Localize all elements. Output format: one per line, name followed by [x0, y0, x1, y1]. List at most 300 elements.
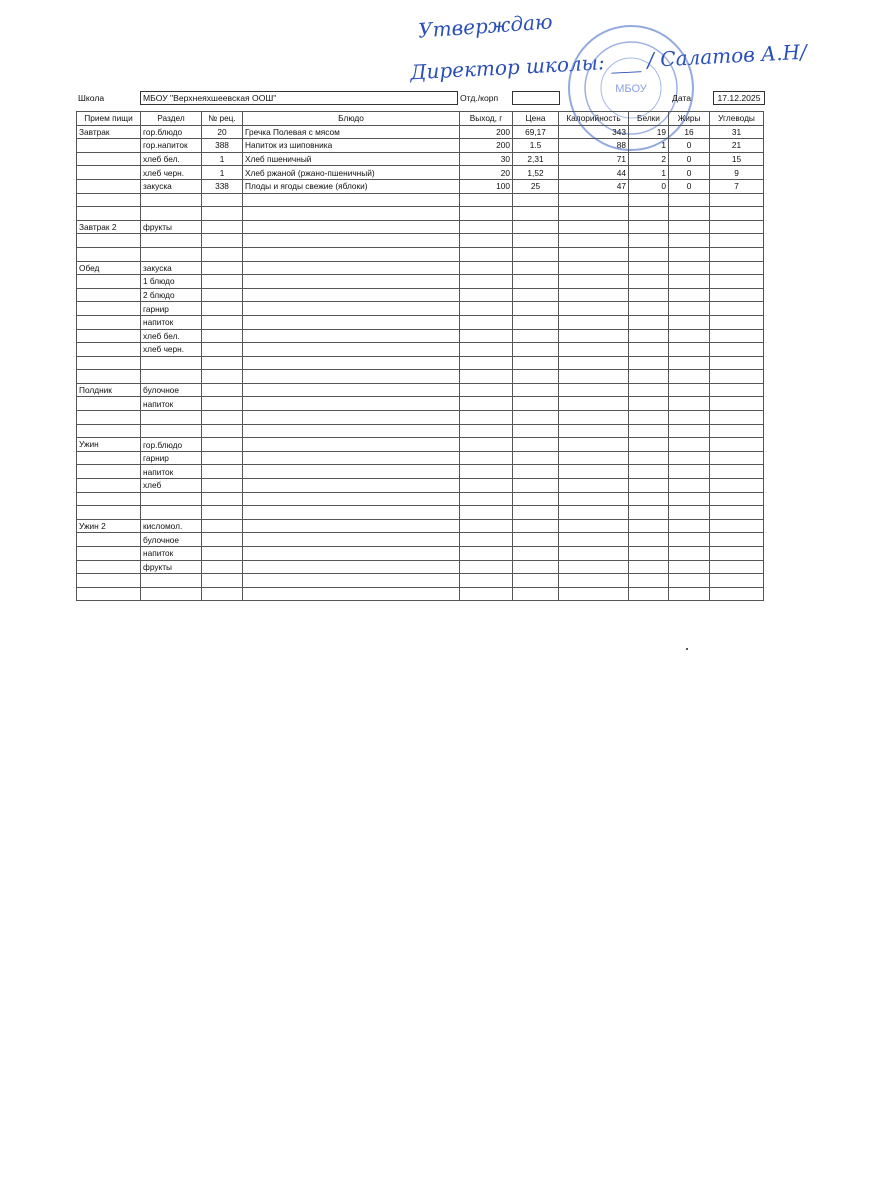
cell-fat	[669, 560, 710, 574]
cell-fat	[669, 207, 710, 221]
cell-out	[460, 193, 513, 207]
cell-section: закуска	[141, 179, 202, 193]
cell-fat	[669, 506, 710, 520]
cell-dish	[243, 547, 460, 561]
cell-dish	[243, 492, 460, 506]
cell-cal	[559, 560, 629, 574]
cell-rec	[202, 438, 243, 452]
cell-fat	[669, 220, 710, 234]
cell-price	[513, 411, 559, 425]
cell-fat	[669, 193, 710, 207]
cell-section: гор.напиток	[141, 139, 202, 153]
cell-section: фрукты	[141, 560, 202, 574]
cell-section: гор.блюдо	[141, 125, 202, 139]
cell-out	[460, 247, 513, 261]
cell-dish	[243, 519, 460, 533]
table-row	[77, 139, 764, 153]
table-row	[77, 207, 764, 221]
cell-cal	[559, 275, 629, 289]
cell-out	[460, 383, 513, 397]
cell-fat	[669, 234, 710, 248]
meal-name: Ужин 2	[77, 519, 141, 533]
cell-cal	[559, 207, 629, 221]
cell-fat	[669, 288, 710, 302]
cell-carb: 7	[710, 179, 764, 193]
column-header: Цена	[513, 112, 559, 126]
cell-rec	[202, 315, 243, 329]
cell-fat	[669, 519, 710, 533]
cell-price	[513, 207, 559, 221]
date-label: Дата	[672, 93, 692, 103]
cell-prot	[629, 424, 669, 438]
cell-cal	[559, 451, 629, 465]
cell-section: булочное	[141, 383, 202, 397]
cell-prot	[629, 492, 669, 506]
cell-cal	[559, 261, 629, 275]
table-row	[77, 179, 764, 193]
cell-cal	[559, 288, 629, 302]
cell-carb	[710, 506, 764, 520]
table-row	[77, 383, 764, 397]
cell-carb	[710, 356, 764, 370]
cell-rec	[202, 465, 243, 479]
meal-cell	[77, 207, 141, 221]
cell-carb: 21	[710, 139, 764, 153]
cell-dish	[243, 506, 460, 520]
cell-rec	[202, 329, 243, 343]
cell-out	[460, 560, 513, 574]
cell-price	[513, 587, 559, 601]
cell-out	[460, 547, 513, 561]
approval-line-1: Утверждаю	[417, 9, 554, 43]
cell-rec: 1	[202, 166, 243, 180]
cell-price	[513, 370, 559, 384]
table-row	[77, 261, 764, 275]
cell-out	[460, 465, 513, 479]
cell-carb	[710, 465, 764, 479]
cell-dish	[243, 356, 460, 370]
cell-dish	[243, 220, 460, 234]
cell-cal	[559, 411, 629, 425]
cell-price	[513, 261, 559, 275]
cell-carb	[710, 247, 764, 261]
cell-section: гор.блюдо	[141, 438, 202, 452]
cell-price	[513, 560, 559, 574]
cell-rec	[202, 574, 243, 588]
cell-dish: Плоды и ягоды свежие (яблоки)	[243, 179, 460, 193]
cell-section	[141, 506, 202, 520]
cell-dish	[243, 315, 460, 329]
cell-out	[460, 397, 513, 411]
table-row	[77, 479, 764, 493]
cell-fat	[669, 247, 710, 261]
cell-section	[141, 207, 202, 221]
cell-prot	[629, 370, 669, 384]
cell-price: 1.5	[513, 139, 559, 153]
table-row	[77, 329, 764, 343]
cell-rec: 20	[202, 125, 243, 139]
cell-rec	[202, 302, 243, 316]
cell-rec	[202, 547, 243, 561]
table-row	[77, 275, 764, 289]
cell-fat	[669, 315, 710, 329]
cell-section: 1 блюдо	[141, 275, 202, 289]
cell-section: напиток	[141, 397, 202, 411]
cell-cal	[559, 220, 629, 234]
table-row	[77, 234, 764, 248]
cell-section	[141, 356, 202, 370]
cell-prot	[629, 329, 669, 343]
cell-dish: Хлеб ржаной (ржано-пшеничный)	[243, 166, 460, 180]
cell-carb	[710, 411, 764, 425]
school-label: Школа	[78, 93, 105, 103]
meal-cell	[77, 479, 141, 493]
cell-section: напиток	[141, 547, 202, 561]
column-header: Углеводы	[710, 112, 764, 126]
table-row	[77, 492, 764, 506]
cell-cal	[559, 438, 629, 452]
cell-out: 200	[460, 139, 513, 153]
meal-cell	[77, 465, 141, 479]
cell-fat: 0	[669, 166, 710, 180]
cell-rec	[202, 587, 243, 601]
cell-dish	[243, 275, 460, 289]
cell-price	[513, 547, 559, 561]
cell-prot	[629, 383, 669, 397]
cell-prot	[629, 302, 669, 316]
cell-rec	[202, 424, 243, 438]
cell-carb	[710, 193, 764, 207]
cell-prot: 2	[629, 152, 669, 166]
cell-rec	[202, 479, 243, 493]
meal-cell	[77, 275, 141, 289]
meal-cell	[77, 193, 141, 207]
cell-price	[513, 193, 559, 207]
table-row	[77, 288, 764, 302]
cell-cal	[559, 519, 629, 533]
date-field: 17.12.2025	[713, 91, 765, 105]
cell-prot	[629, 560, 669, 574]
cell-prot: 1	[629, 139, 669, 153]
meal-cell	[77, 166, 141, 180]
cell-rec	[202, 234, 243, 248]
cell-section: гарнир	[141, 302, 202, 316]
cell-carb	[710, 302, 764, 316]
table-row	[77, 574, 764, 588]
cell-section: хлеб бел.	[141, 329, 202, 343]
cell-cal	[559, 506, 629, 520]
cell-dish: Хлеб пшеничный	[243, 152, 460, 166]
meal-cell	[77, 356, 141, 370]
cell-out	[460, 356, 513, 370]
cell-fat: 0	[669, 139, 710, 153]
cell-dish	[243, 370, 460, 384]
cell-prot	[629, 479, 669, 493]
cell-cal	[559, 587, 629, 601]
cell-prot	[629, 587, 669, 601]
cell-dish	[243, 207, 460, 221]
cell-out	[460, 411, 513, 425]
cell-dish	[243, 383, 460, 397]
cell-price	[513, 220, 559, 234]
cell-carb	[710, 207, 764, 221]
table-row	[77, 356, 764, 370]
meal-name: Обед	[77, 261, 141, 275]
cell-carb: 31	[710, 125, 764, 139]
cell-section: кисломол.	[141, 519, 202, 533]
cell-fat: 0	[669, 152, 710, 166]
table-row	[77, 519, 764, 533]
cell-carb	[710, 383, 764, 397]
cell-fat	[669, 479, 710, 493]
cell-dish	[243, 438, 460, 452]
seal-text: МБОУ	[615, 83, 647, 95]
meal-cell	[77, 560, 141, 574]
cell-cal	[559, 492, 629, 506]
cell-rec	[202, 533, 243, 547]
cell-rec	[202, 207, 243, 221]
cell-dish	[243, 261, 460, 275]
cell-prot: 1	[629, 166, 669, 180]
cell-prot: 19	[629, 125, 669, 139]
cell-section	[141, 247, 202, 261]
cell-carb	[710, 519, 764, 533]
cell-rec	[202, 261, 243, 275]
cell-prot	[629, 438, 669, 452]
cell-cal: 47	[559, 179, 629, 193]
cell-carb	[710, 397, 764, 411]
scan-dot	[686, 648, 688, 650]
cell-prot	[629, 275, 669, 289]
cell-dish: Напиток из шиповника	[243, 139, 460, 153]
table-row	[77, 193, 764, 207]
cell-dish	[243, 343, 460, 357]
cell-out	[460, 220, 513, 234]
cell-prot	[629, 519, 669, 533]
cell-fat	[669, 438, 710, 452]
table-row	[77, 247, 764, 261]
cell-fat	[669, 424, 710, 438]
table-row	[77, 424, 764, 438]
cell-dish	[243, 193, 460, 207]
cell-price	[513, 383, 559, 397]
cell-fat	[669, 343, 710, 357]
cell-fat	[669, 574, 710, 588]
cell-carb	[710, 261, 764, 275]
cell-cal: 44	[559, 166, 629, 180]
cell-fat	[669, 329, 710, 343]
cell-fat	[669, 397, 710, 411]
cell-price: 69,17	[513, 125, 559, 139]
cell-out	[460, 492, 513, 506]
cell-section: хлеб	[141, 479, 202, 493]
cell-price	[513, 519, 559, 533]
cell-rec	[202, 370, 243, 384]
cell-rec	[202, 356, 243, 370]
cell-prot	[629, 356, 669, 370]
cell-price	[513, 343, 559, 357]
table-row	[77, 315, 764, 329]
cell-out	[460, 343, 513, 357]
meal-cell	[77, 343, 141, 357]
cell-price	[513, 533, 559, 547]
cell-price	[513, 302, 559, 316]
column-header: Прием пищи	[77, 112, 141, 126]
cell-fat	[669, 533, 710, 547]
cell-section	[141, 424, 202, 438]
cell-prot	[629, 220, 669, 234]
header-row	[77, 112, 764, 126]
cell-prot	[629, 315, 669, 329]
cell-cal: 71	[559, 152, 629, 166]
column-header: Раздел	[141, 112, 202, 126]
cell-prot	[629, 234, 669, 248]
cell-price	[513, 247, 559, 261]
meal-cell	[77, 574, 141, 588]
cell-cal	[559, 356, 629, 370]
meal-name: Завтрак	[77, 125, 141, 139]
dept-field	[512, 91, 560, 105]
cell-section: хлеб черн.	[141, 166, 202, 180]
cell-prot	[629, 533, 669, 547]
column-header: Жиры	[669, 112, 710, 126]
meal-cell	[77, 329, 141, 343]
cell-dish	[243, 288, 460, 302]
cell-carb	[710, 451, 764, 465]
cell-out	[460, 574, 513, 588]
cell-carb: 9	[710, 166, 764, 180]
cell-prot	[629, 506, 669, 520]
cell-rec	[202, 288, 243, 302]
cell-fat	[669, 383, 710, 397]
cell-price: 25	[513, 179, 559, 193]
cell-rec	[202, 193, 243, 207]
cell-section	[141, 492, 202, 506]
meal-cell	[77, 547, 141, 561]
cell-dish	[243, 479, 460, 493]
cell-carb	[710, 479, 764, 493]
cell-price: 2,31	[513, 152, 559, 166]
cell-rec: 338	[202, 179, 243, 193]
cell-out	[460, 275, 513, 289]
cell-rec: 1	[202, 152, 243, 166]
meal-cell	[77, 139, 141, 153]
cell-cal	[559, 574, 629, 588]
cell-cal	[559, 397, 629, 411]
cell-price	[513, 574, 559, 588]
cell-section	[141, 234, 202, 248]
cell-price	[513, 438, 559, 452]
cell-prot	[629, 207, 669, 221]
cell-carb	[710, 343, 764, 357]
table-row	[77, 370, 764, 384]
cell-fat: 0	[669, 179, 710, 193]
table-row	[77, 125, 764, 139]
cell-carb	[710, 234, 764, 248]
cell-cal	[559, 479, 629, 493]
cell-dish	[243, 574, 460, 588]
table-row	[77, 451, 764, 465]
cell-price	[513, 492, 559, 506]
cell-out: 20	[460, 166, 513, 180]
cell-cal	[559, 533, 629, 547]
cell-carb	[710, 587, 764, 601]
cell-out	[460, 533, 513, 547]
cell-cal	[559, 315, 629, 329]
cell-out: 200	[460, 125, 513, 139]
cell-fat	[669, 275, 710, 289]
table-row	[77, 465, 764, 479]
meal-cell	[77, 533, 141, 547]
cell-cal	[559, 234, 629, 248]
cell-prot	[629, 193, 669, 207]
meal-cell	[77, 370, 141, 384]
cell-fat	[669, 451, 710, 465]
cell-prot	[629, 261, 669, 275]
cell-carb	[710, 560, 764, 574]
cell-section	[141, 587, 202, 601]
cell-carb	[710, 424, 764, 438]
cell-section	[141, 193, 202, 207]
cell-section: 2 блюдо	[141, 288, 202, 302]
column-header: Блюдо	[243, 112, 460, 126]
table-row	[77, 560, 764, 574]
cell-carb	[710, 533, 764, 547]
table-row	[77, 302, 764, 316]
cell-section: напиток	[141, 315, 202, 329]
cell-out: 30	[460, 152, 513, 166]
cell-price: 1,52	[513, 166, 559, 180]
cell-dish	[243, 533, 460, 547]
cell-out	[460, 587, 513, 601]
cell-dish	[243, 587, 460, 601]
cell-rec	[202, 383, 243, 397]
cell-rec	[202, 519, 243, 533]
cell-prot	[629, 547, 669, 561]
cell-price	[513, 465, 559, 479]
cell-price	[513, 275, 559, 289]
meal-cell	[77, 506, 141, 520]
cell-carb	[710, 275, 764, 289]
cell-section	[141, 411, 202, 425]
cell-dish	[243, 247, 460, 261]
cell-fat	[669, 302, 710, 316]
table-row	[77, 166, 764, 180]
cell-price	[513, 424, 559, 438]
meal-cell	[77, 424, 141, 438]
table-row	[77, 547, 764, 561]
cell-cal	[559, 424, 629, 438]
cell-section	[141, 370, 202, 384]
cell-rec	[202, 220, 243, 234]
cell-rec	[202, 492, 243, 506]
cell-section	[141, 574, 202, 588]
cell-out	[460, 438, 513, 452]
cell-out	[460, 519, 513, 533]
cell-carb	[710, 492, 764, 506]
cell-out	[460, 288, 513, 302]
cell-cal	[559, 329, 629, 343]
cell-price	[513, 397, 559, 411]
cell-out	[460, 302, 513, 316]
cell-rec	[202, 451, 243, 465]
cell-carb	[710, 370, 764, 384]
cell-fat	[669, 465, 710, 479]
cell-fat	[669, 356, 710, 370]
cell-carb	[710, 288, 764, 302]
cell-section: булочное	[141, 533, 202, 547]
cell-prot	[629, 397, 669, 411]
